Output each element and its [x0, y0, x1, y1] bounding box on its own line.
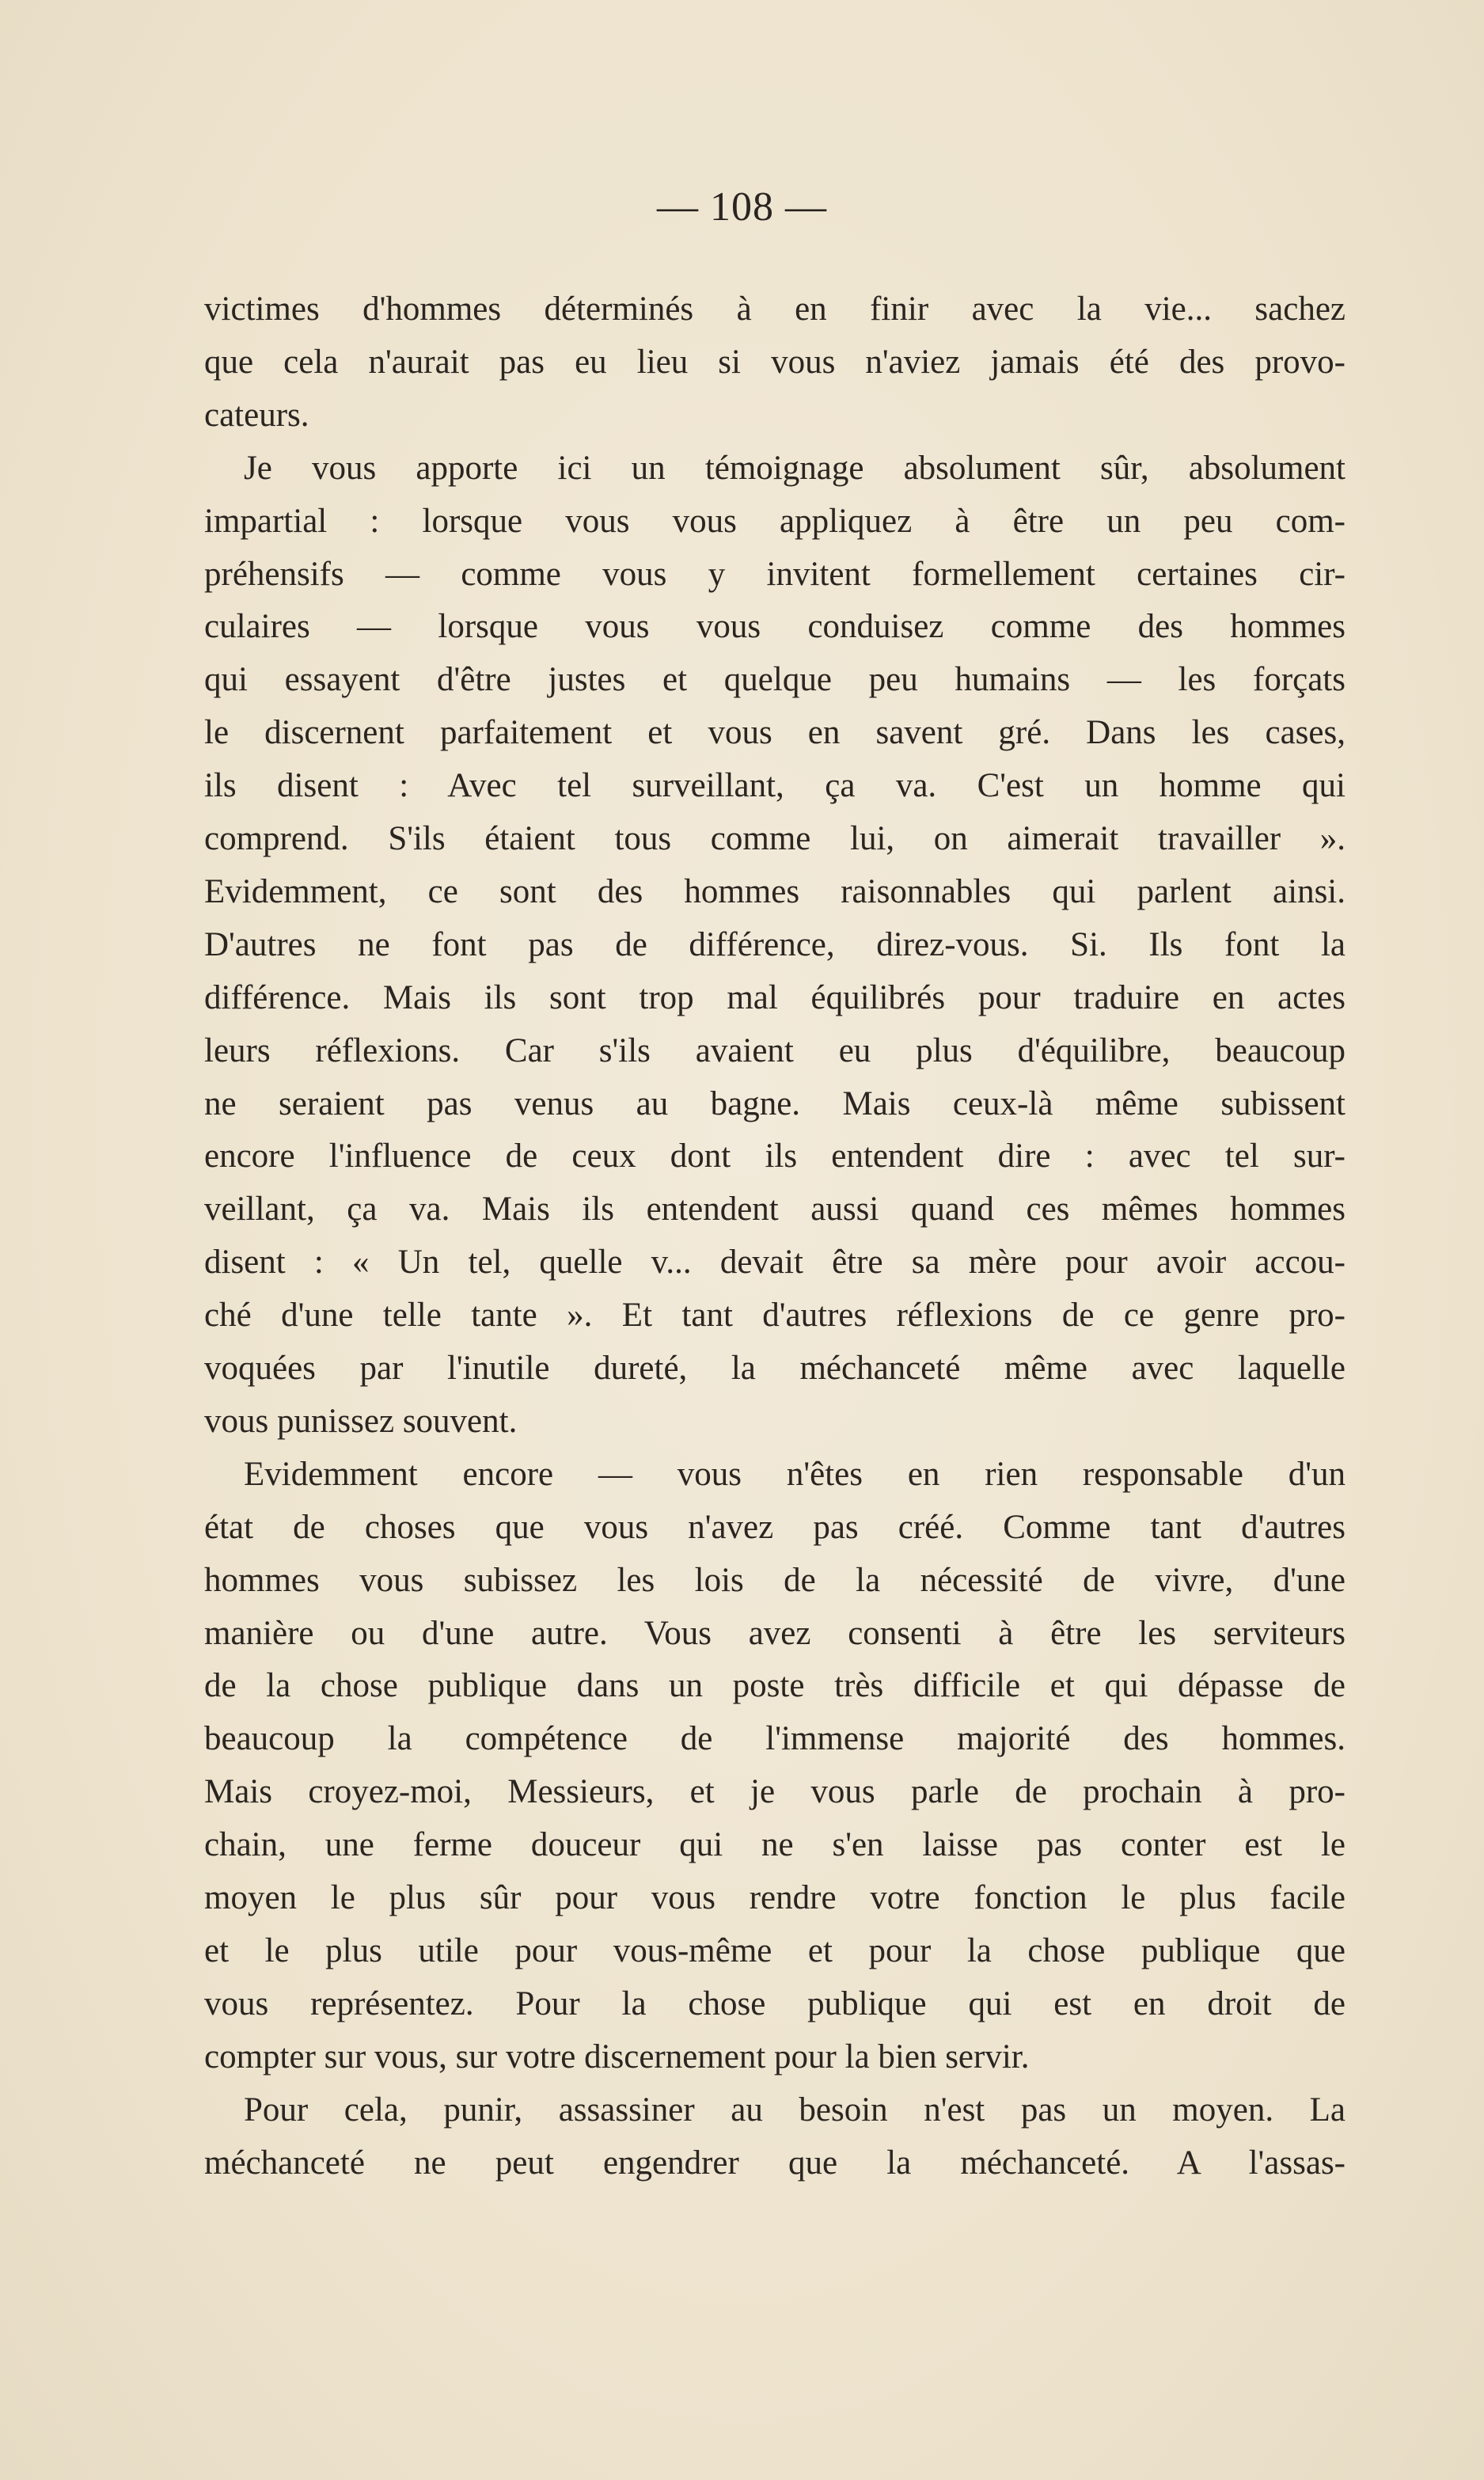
- text-line: moyen le plus sûr pour vous rendre votre fonction le plus facile: [204, 1879, 1345, 1916]
- text-line: vous punissez souvent.: [204, 1402, 518, 1440]
- text-line: le discernent parfaitement et vous en savent gré. Dans les cases,: [204, 714, 1345, 752]
- text-line: de la chose publique dans un poste très difficile et qui dépasse de: [204, 1667, 1345, 1705]
- text-line: voquées par l'inutile dureté, la méchanceté même avec laquelle: [204, 1350, 1345, 1387]
- text-line: Mais croyez-moi, Messieurs, et je vous parle de prochain à pro-: [204, 1773, 1345, 1811]
- text-line: D'autres ne font pas de différence, direz-vous. Si. Ils font la: [204, 925, 1345, 963]
- text-line: manière ou d'une autre. Vous avez consenti à être les serviteurs: [204, 1614, 1345, 1652]
- text-line: ché d'une telle tante ». Et tant d'autres réflexions de ce genre pro-: [204, 1297, 1345, 1335]
- text-line: veillant, ça va. Mais ils entendent aussi quand ces mêmes hommes: [204, 1191, 1345, 1229]
- text-line: victimes d'hommes déterminés à en finir avec la vie... sachez: [204, 291, 1345, 328]
- text-line: ils disent : Avec tel surveillant, ça va. C'est un homme qui: [204, 767, 1345, 805]
- text-line: ne seraient pas venus au bagne. Mais ceux-là même subissent: [204, 1084, 1345, 1122]
- text-line: préhensifs — comme vous y invitent formellement certaines cir-: [204, 555, 1345, 593]
- text-line: méchanceté ne peut engendrer que la méchanceté. A l'assas-: [204, 2144, 1345, 2182]
- text-line: Je vous apporte ici un témoignage absolument sûr, absolument: [244, 449, 1345, 487]
- text-line: chain, une ferme douceur qui ne s'en laisse pas conter est le: [204, 1826, 1345, 1864]
- text-line: impartial : lorsque vous vous appliquez à être un peu com-: [204, 502, 1345, 540]
- text-line: Evidemment encore — vous n'êtes en rien responsable d'un: [244, 1455, 1345, 1493]
- text-line: leurs réflexions. Car s'ils avaient eu plus d'équilibre, beaucoup: [204, 1031, 1345, 1069]
- text-line: hommes vous subissez les lois de la nécessité de vivre, d'une: [204, 1561, 1345, 1599]
- text-line: compter sur vous, sur votre discernement pour la bien servir.: [204, 2038, 1030, 2076]
- page-number: — 108 —: [657, 184, 827, 230]
- text-line: culaires — lorsque vous vous conduisez comme des hommes: [204, 608, 1345, 646]
- text-line: Pour cela, punir, assassiner au besoin n'est pas un moyen. La: [244, 2091, 1345, 2129]
- text-line: beaucoup la compétence de l'immense majorité des hommes.: [204, 1720, 1345, 1758]
- text-line: cateurs.: [204, 396, 309, 434]
- text-line: différence. Mais ils sont trop mal équilibrés pour traduire en actes: [204, 978, 1345, 1016]
- text-line: que cela n'aurait pas eu lieu si vous n'aviez jamais été des provo-: [204, 343, 1345, 381]
- text-line: Evidemment, ce sont des hommes raisonnables qui parlent ainsi.: [204, 872, 1345, 910]
- text-line: et le plus utile pour vous-même et pour la chose publique que: [204, 1931, 1345, 1969]
- text-line: comprend. S'ils étaient tous comme lui, on aimerait travailler ».: [204, 820, 1345, 857]
- text-line: vous représentez. Pour la chose publique qui est en droit de: [204, 1984, 1345, 2022]
- text-line: qui essayent d'être justes et quelque peu humains — les forçats: [204, 661, 1345, 699]
- text-line: état de choses que vous n'avez pas créé. Comme tant d'autres: [204, 1508, 1345, 1546]
- text-line: encore l'influence de ceux dont ils entendent dire : avec tel sur-: [204, 1137, 1345, 1175]
- text-line: disent : « Un tel, quelle v... devait être sa mère pour avoir accou-: [204, 1244, 1345, 1282]
